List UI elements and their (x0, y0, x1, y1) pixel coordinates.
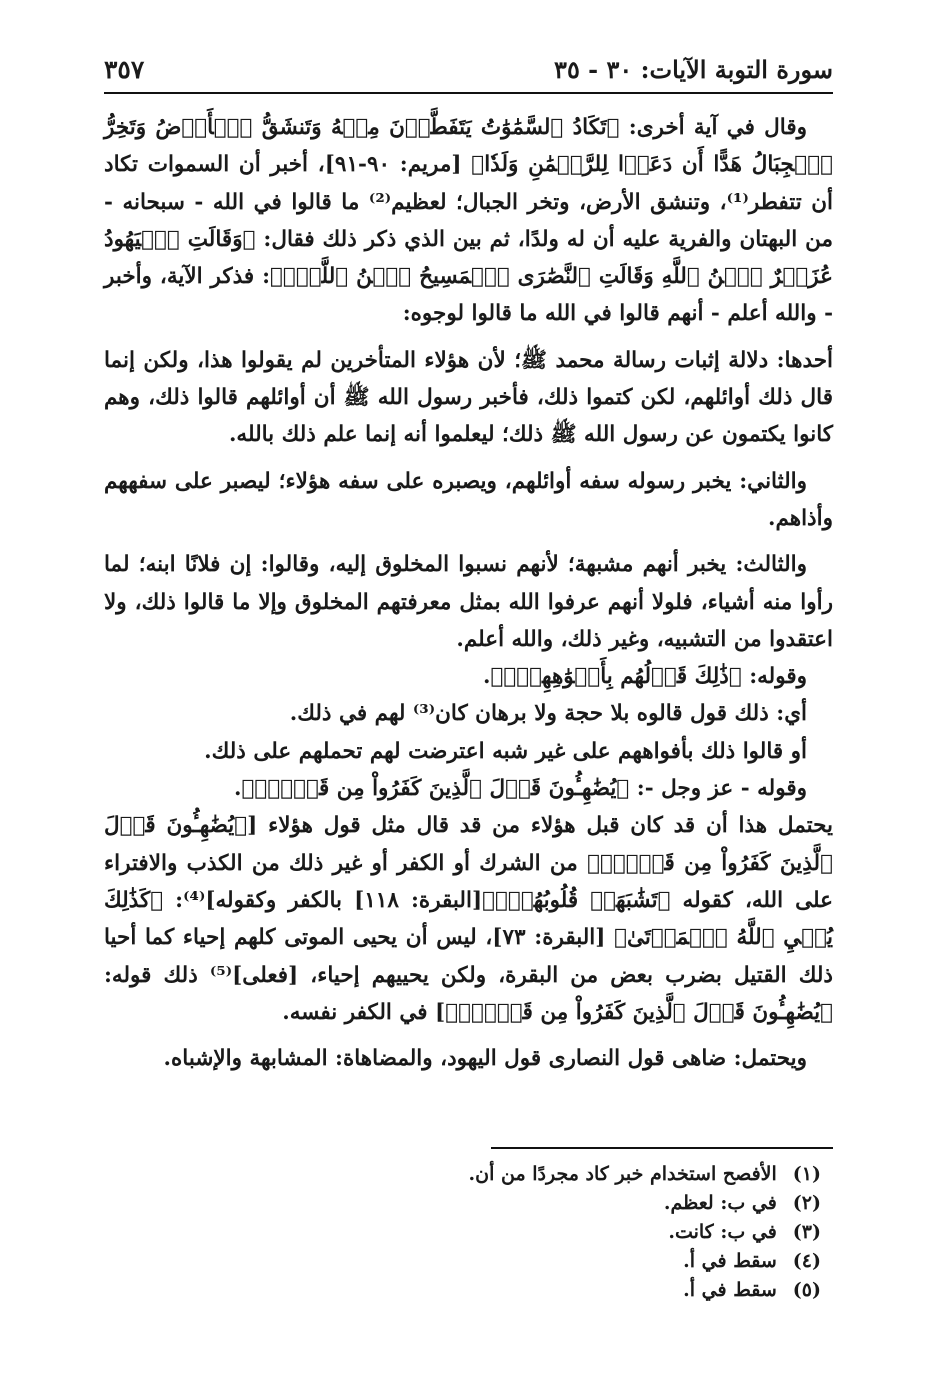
footnote (104, 1160, 821, 1189)
running-title: سورة التوبة الآيات: ٣٠ - ٣٥ (554, 54, 833, 84)
footnote-number: (٥) (792, 1279, 821, 1301)
footnote-number: (٣) (792, 1221, 821, 1243)
paragraph: أو قالوا ذلك بأفواههم على غير شبه اعترضت لهم تحملهم على ذلك. (204, 738, 807, 764)
main-text (104, 109, 833, 1077)
paragraph: وقال في آية أخرى: ﴿تَكَادُ ٱلسَّمَٰوَٰتُ يَتَفَطَّرۡنَ مِنۡهُ وَتَنشَقُّ ٱلۡأَرۡضُ وَتَخِرُّ ٱلۡجِبَالُ هَدًّا أَن دَعَوۡا لِلرَّحۡمَٰنِ وَلَدٗا﴾ [مريم: ٩٠-٩١]، أخبر أن السموات تكاد أن تتفطر⁽¹⁾، وتنشق الأرض، وتخر الجبال؛ لعظيم⁽²⁾ ما قالوا في الله - سبحانه - من البهتان والفرية عليه أن له ولدًا، ثم بين الذي ذكر ذلك فقال: ﴿وَقَالَتِ ٱلۡيَهُودُ عُزَيۡرٌ ٱبۡنُ ٱللَّهِ وَقَالَتِ ٱلنَّصَٰرَى ٱلۡمَسِيحُ ٱبۡنُ ٱللَّهِۖ﴾: فذكر الآية، وأخبر - والله أعلم - أنهم قالوا في الله ما قالوا لوجوه: (104, 115, 834, 327)
footnote-text: الأفصح استخدام خبر كاد مجردًا من أن. (468, 1163, 777, 1185)
footnote (104, 1189, 821, 1218)
footnote-text: في ب: لعظم. (663, 1192, 777, 1214)
footnote-text: سقط في أ. (683, 1279, 777, 1301)
paragraph: ويحتمل: ضاهى قول النصارى قول اليهود، والمضاهاة: المشابهة والإشباه. (163, 1046, 807, 1072)
footnote (104, 1276, 821, 1305)
footnote-number: (٤) (792, 1250, 821, 1272)
paragraph: والثالث: يخبر أنهم مشبهة؛ لأنهم نسبوا المخلوق إليه، وقالوا: إن فلانًا ابنه؛ لما رأوا منه أشياء، فلولا أنهم عرفوا الله بمثل معرفتهم المخلوق وإلا ما قالوا ذلك، ولا اعتقدوا من التشبيه، وغير ذلك، والله أعلم. (104, 552, 833, 652)
paragraph: يحتمل هذا أن قد كان قبل هؤلاء من قد قال مثل قول هؤلاء [﴿يُضَٰهِـُٔونَ قَوۡلَ ٱلَّذِينَ كَفَرُواْ مِن قَبۡلُۚ﴾ من الشرك أو الكفر أو غير ذلك من الكذب والافتراء على الله، كقوله ﴿تَشَٰبَهَتۡ قُلُوبُهُمۡۗ﴾[البقرة: ١١٨] بالكفر وكقوله]⁽⁴⁾: ﴿كَذَٰلِكَ يُحۡيِ ٱللَّهُ ٱلۡمَوۡتَىٰ﴾ [البقرة: ٧٣]، ليس أن يحيى الموتى كلهم إحياء كما أحيا ذلك القتيل بضرب بعض من البقرة، ولكن يحييهم إحياء، [فعلى]⁽⁵⁾ ذلك قوله: ﴿يُضَٰهِـُٔونَ قَوۡلَ ٱلَّذِينَ كَفَرُواْ مِن قَبۡلُۚ﴾] في الكفر نفسه. (104, 813, 833, 1025)
footnote-divider (491, 1147, 833, 1149)
footnote (104, 1247, 821, 1276)
paragraph: وقوله - عز وجل -: ﴿يُضَٰهِـُٔونَ قَوۡلَ ٱلَّذِينَ كَفَرُواْ مِن قَبۡلُۚ﴾. (234, 776, 807, 802)
page-number: ٣٥٧ (104, 54, 145, 84)
footnote-text: سقط في أ. (683, 1250, 777, 1272)
paragraph: والثاني: يخبر رسوله سفه أوائلهم، ويصبره على سفه هؤلاء؛ ليصبر على سفههم وأذاهم. (104, 468, 833, 531)
footnote-number: (٢) (792, 1192, 821, 1214)
footnote-number: (١) (792, 1163, 821, 1185)
footnotes (104, 1160, 821, 1305)
running-header (104, 46, 833, 94)
paragraph: وقوله: ﴿ذَٰلِكَ قَوۡلُهُم بِأَفۡوَٰهِهِمۡۖ﴾. (482, 664, 807, 690)
paragraph: أحدها: دلالة إثبات رسالة محمد ﷺ؛ لأن هؤلاء المتأخرين لم يقولوا هذا، ولكن إنما قال ذلك أوائلهم، لكن كتموا ذلك، فأخبر رسول الله ﷺ أن أوائلهم قالوا ذلك، وهم كانوا يكتمون عن رسول الله ﷺ ذلك؛ ليعلموا أنه إنما علم ذلك بالله. (104, 347, 833, 448)
footnote (104, 1218, 821, 1247)
footnote-text: في ب: كانت. (668, 1221, 777, 1243)
paragraph: أي: ذلك قول قالوه بلا حجة ولا برهان كان⁽³⁾ لهم في ذلك. (289, 701, 807, 727)
